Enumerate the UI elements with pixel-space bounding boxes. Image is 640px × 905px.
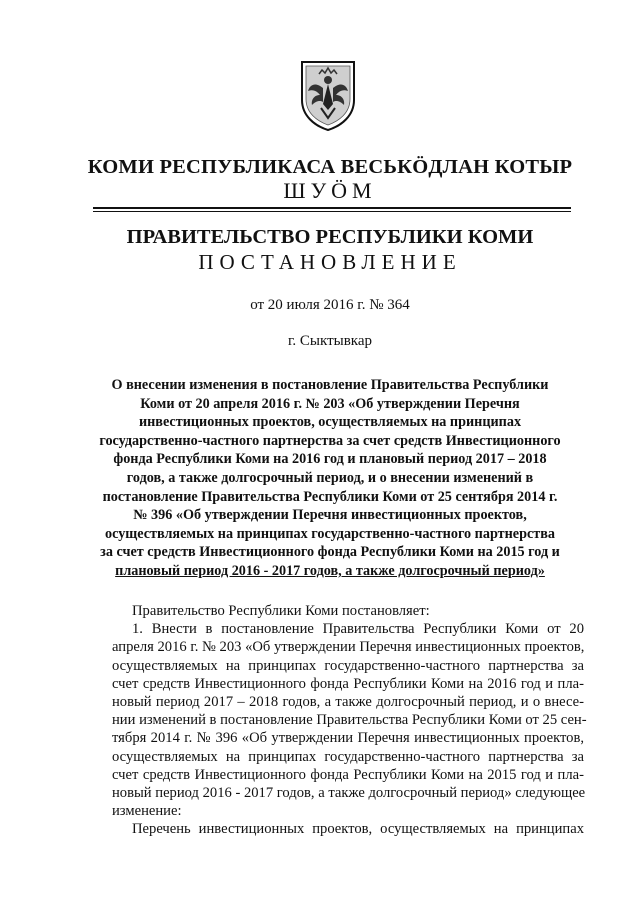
body-paragraph-1-line: новый период 2017 – 2018 годов, а также долгосрочный период, и о внесе- <box>112 694 584 711</box>
heading-line: постановление Правительства Республики Коми от 25 сентября 2014 г. <box>102 488 558 505</box>
heading-line: фонда Республики Коми на 2016 год и плановый период 2017 – 2018 <box>113 451 547 468</box>
body-paragraph-1-line: изменение: <box>112 803 182 820</box>
body-paragraph-1-line: апреля 2016 г. № 203 «Об утверждении Перечня инвестиционных проектов, <box>112 639 585 656</box>
heading-line-underlined: плановый период 2016 - 2017 годов, а также долгосрочный период» <box>115 562 545 579</box>
heading-line: годов, а также долгосрочный период, и о внесении изменений в <box>126 469 534 486</box>
body-paragraph-1-line: нии изменений в постановление Правительства Республики Коми от 25 сен- <box>112 712 587 729</box>
komi-coat-of-arms-icon <box>299 60 357 132</box>
resolution-body <box>112 602 587 839</box>
body-paragraph-1-line: счет средств Инвестиционного фонда Республики Коми на 2015 год и пла- <box>112 766 584 783</box>
body-paragraph-1-line: осуществляемых на принципах государственно-частного партнерства за <box>112 748 584 765</box>
resolution-city: г. Сыктывкар <box>287 333 373 349</box>
resolution-word: ПОСТАНОВЛЕНИЕ <box>198 250 462 274</box>
heading-line: за счет средств Инвестиционного фонда Республики Коми на 2015 год и <box>100 544 560 561</box>
body-paragraph-1-line: тября 2014 г. № 396 «Об утверждении Перечня инвестиционных проектов, <box>112 730 584 747</box>
komi-government-title: КОМИ РЕСПУБЛИКАСА ВЕСЬКӦДЛАН КОТЫР <box>87 156 573 178</box>
komi-resolution-word: ШУӦМ <box>283 178 377 203</box>
body-paragraph-1-line: счет средств Инвестиционного фонда Республики Коми на 2016 год и пла- <box>112 675 584 692</box>
resolution-date-number: от 20 июля 2016 г. № 364 <box>250 297 410 313</box>
heading-line: № 396 «Об утверждении Перечня инвестиционных проектов, <box>133 507 527 524</box>
heading-line: инвестиционных проектов, осуществляемых на принципах <box>138 414 522 431</box>
header-rule-thin <box>93 211 571 212</box>
body-paragraph-2-line: Перечень инвестиционных проектов, осуществляемых на принципах <box>132 821 584 838</box>
heading-line: О внесении изменения в постановление Правительства Республики <box>111 377 549 393</box>
heading-line: осуществляемых на принципах государственно-частного партнерства <box>104 525 555 542</box>
header-rule-thick <box>93 207 571 209</box>
body-paragraph-1-line: осуществляемых на принципах государственно-частного партнерства за <box>112 657 584 674</box>
resolution-heading <box>82 376 578 581</box>
body-paragraph-1-line: новый период 2016 - 2017 годов, а также долгосрочный период» следующее <box>112 785 586 802</box>
body-intro: Правительство Республики Коми постановляет: <box>132 603 430 619</box>
government-title: ПРАВИТЕЛЬСТВО РЕСПУБЛИКИ КОМИ <box>126 226 534 248</box>
heading-line: Коми от 20 апреля 2016 г. № 203 «Об утверждении Перечня <box>140 395 520 412</box>
heading-line: государственно-частного партнерства за счет средств Инвестиционного <box>99 432 561 449</box>
body-paragraph-1-line: 1. Внести в постановление Правительства Республики Коми от 20 <box>132 621 584 638</box>
